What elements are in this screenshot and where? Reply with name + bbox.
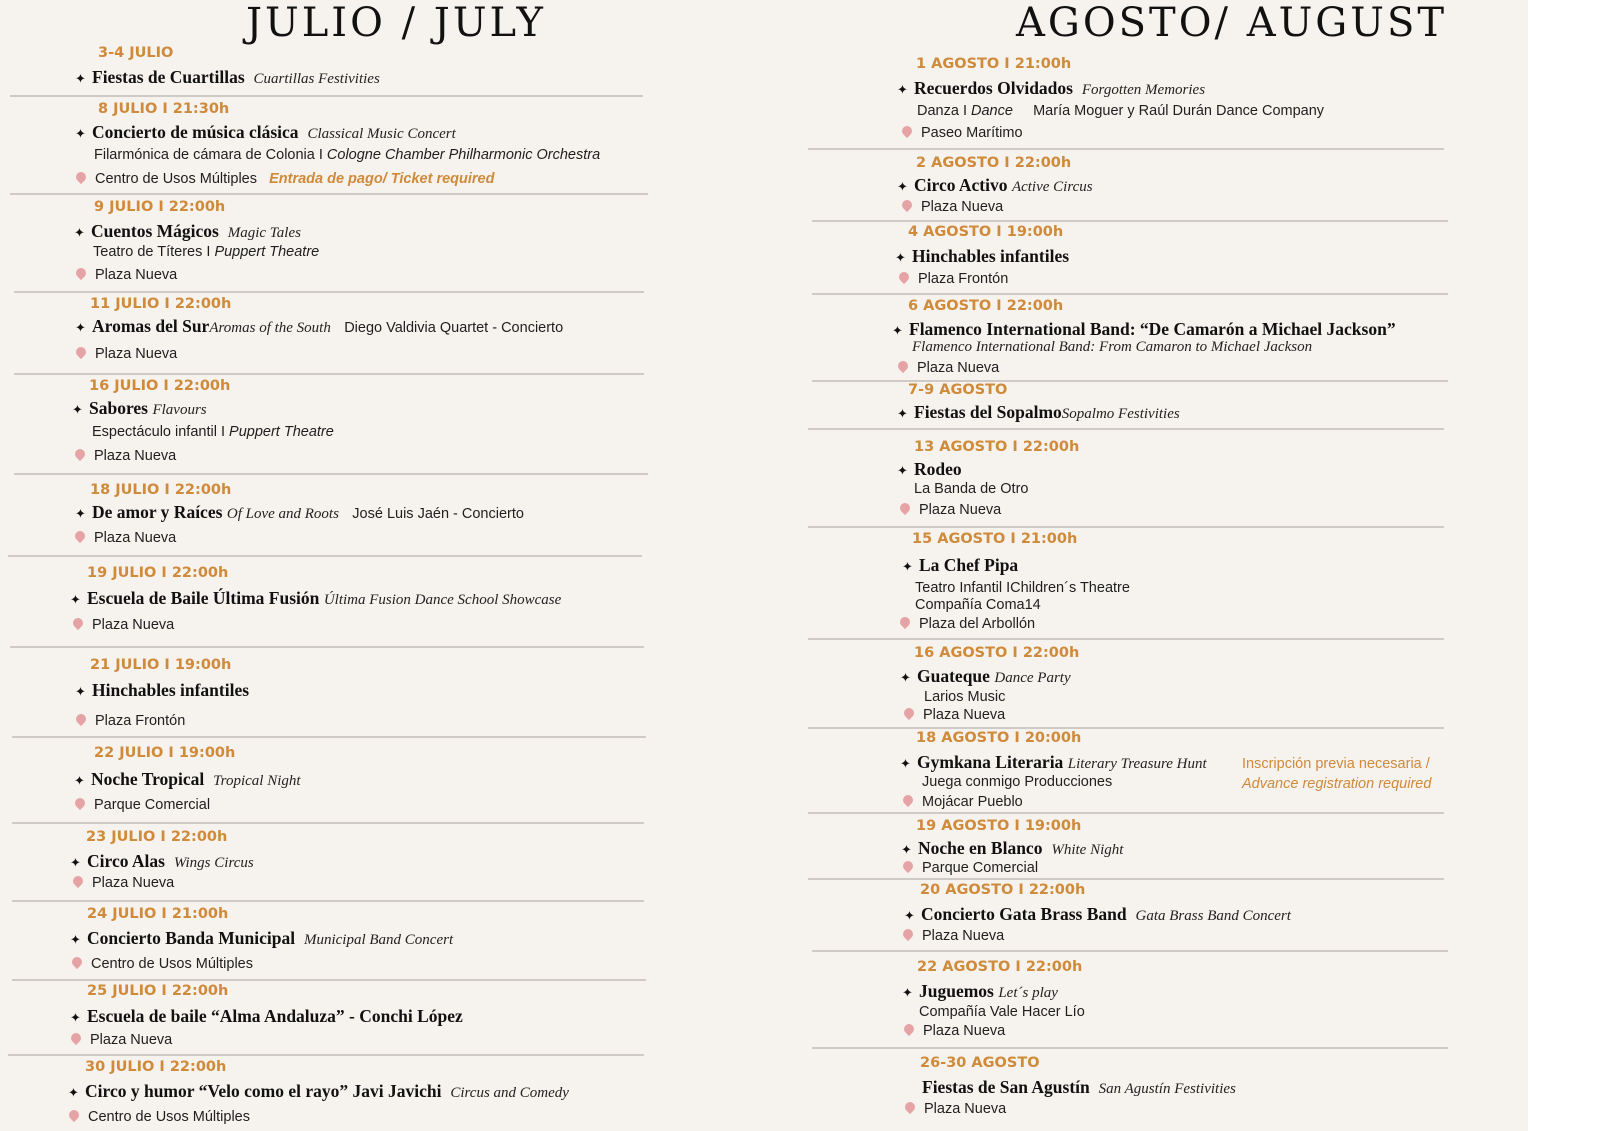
event-place-line xyxy=(899,271,1008,287)
event-date: 11 JULIO I 22:00h xyxy=(90,296,232,312)
event-date: 19 JULIO I 22:00h xyxy=(87,565,229,581)
event-english-title: Sopalmo Festivities xyxy=(1061,406,1180,422)
event-date: 22 AGOSTO I 22:00h xyxy=(917,959,1083,975)
star-icon: ✦ xyxy=(74,225,85,240)
event-title: Noche Tropical xyxy=(91,769,205,789)
event-title: Guateque xyxy=(917,666,990,686)
event-title-line xyxy=(922,1077,1236,1098)
event-place-line xyxy=(898,360,999,376)
divider xyxy=(10,193,648,195)
event-english-title: Aromas of the South xyxy=(209,320,331,336)
event-place-line xyxy=(902,125,1023,141)
event-title: Concierto de música clásica xyxy=(92,122,299,142)
event-title: Hinchables infantiles xyxy=(912,246,1070,266)
star-icon: ✦ xyxy=(902,985,913,1000)
event-place-line xyxy=(905,1101,1006,1117)
divider xyxy=(14,291,644,293)
event-english-title: Let´s play xyxy=(998,985,1058,1001)
star-icon: ✦ xyxy=(897,463,908,478)
event-title-line xyxy=(901,838,1123,859)
event-place-line xyxy=(73,875,174,891)
event-place: Parque Comercial xyxy=(94,797,211,813)
event-title: Aromas del Sur xyxy=(92,316,210,336)
event-place: Plaza Nueva xyxy=(94,530,177,546)
star-icon: ✦ xyxy=(892,323,903,338)
divider xyxy=(12,900,644,902)
event-extra: José Luis Jaén - Concierto xyxy=(352,506,524,522)
star-icon: ✦ xyxy=(70,855,81,870)
event-date: 23 JULIO I 22:00h xyxy=(86,829,228,845)
star-icon: ✦ xyxy=(902,559,913,574)
divider xyxy=(808,812,1444,814)
event-place-line xyxy=(900,502,1001,518)
event-title-line xyxy=(897,175,1093,196)
event-title-line xyxy=(68,1081,569,1102)
registration-note: Inscripción previa necesaria / Advance registration required xyxy=(1242,756,1432,792)
star-icon: ✦ xyxy=(70,1010,81,1025)
event-english-title: Tropical Night xyxy=(213,773,301,789)
event-english-title: Literary Treasure Hunt xyxy=(1067,756,1207,772)
event-place: Plaza Nueva xyxy=(92,875,175,891)
event-title-line xyxy=(70,851,254,872)
event-title: Rodeo xyxy=(914,459,962,479)
event-place-line xyxy=(903,928,1004,944)
event-english-title: San Agustín Festivities xyxy=(1098,1081,1236,1097)
star-icon: ✦ xyxy=(75,71,86,86)
event-place-line xyxy=(900,616,1035,632)
event-place: Paseo Marítimo xyxy=(921,125,1023,141)
event-english-title: Classical Music Concert xyxy=(307,126,456,142)
event-date: 22 JULIO I 19:00h xyxy=(94,745,236,761)
event-date: 19 AGOSTO I 19:00h xyxy=(916,818,1082,834)
divider xyxy=(812,293,1448,295)
event-place: Plaza Nueva xyxy=(921,199,1004,215)
event-english-title: Active Circus xyxy=(1011,179,1093,195)
star-icon: ✦ xyxy=(897,179,908,194)
event-english-title: White Night xyxy=(1051,842,1124,858)
event-title: Circo Alas xyxy=(87,851,165,871)
location-pin-icon xyxy=(74,712,88,726)
event-english-title: Forgotten Memories xyxy=(1081,82,1206,98)
divider xyxy=(12,736,646,738)
event-title: Gymkana Literaria xyxy=(917,752,1064,772)
event-place: Plaza Nueva xyxy=(95,346,178,362)
location-pin-icon xyxy=(74,345,88,359)
event-place: Plaza Nueva xyxy=(924,1101,1007,1117)
star-icon: ✦ xyxy=(895,250,906,265)
location-pin-icon xyxy=(902,1022,916,1036)
location-pin-icon xyxy=(897,270,911,284)
event-place: Plaza Nueva xyxy=(90,1032,173,1048)
event-date: 21 JULIO I 19:00h xyxy=(90,657,232,673)
event-date: 6 AGOSTO I 22:00h xyxy=(908,298,1064,314)
event-title: Recuerdos Olvidados xyxy=(914,78,1073,98)
event-title-line xyxy=(75,316,563,337)
event-title: Fiestas de San Agustín xyxy=(922,1077,1090,1097)
event-title: Hinchables infantiles xyxy=(92,680,250,700)
divider xyxy=(12,822,644,824)
event-title-line xyxy=(74,769,301,790)
event-title-line xyxy=(75,122,456,143)
event-date: 25 JULIO I 22:00h xyxy=(87,983,229,999)
event-detail: Espectáculo infantil I Puppert Theatre xyxy=(92,424,334,440)
event-title-line xyxy=(902,555,1018,576)
divider xyxy=(808,878,1444,880)
event-place: Plaza Frontón xyxy=(918,271,1009,287)
location-pin-icon xyxy=(900,124,914,138)
event-place: Plaza Nueva xyxy=(95,267,178,283)
event-title: Escuela de Baile Última Fusión xyxy=(87,588,320,608)
event-title-line xyxy=(900,752,1207,773)
event-date: 30 JULIO I 22:00h xyxy=(85,1059,227,1075)
divider xyxy=(8,1054,644,1056)
star-icon: ✦ xyxy=(897,406,908,421)
location-pin-icon xyxy=(70,955,84,969)
event-place-line xyxy=(75,448,176,464)
star-icon: ✦ xyxy=(904,908,915,923)
event-english-title: Magic Tales xyxy=(227,225,301,241)
event-title: Sabores xyxy=(89,398,148,418)
star-icon: ✦ xyxy=(901,842,912,857)
event-date: 2 AGOSTO I 22:00h xyxy=(916,155,1072,171)
divider xyxy=(808,526,1444,528)
divider xyxy=(808,638,1444,640)
event-place: Parque Comercial xyxy=(922,860,1039,876)
location-pin-icon xyxy=(69,1031,83,1045)
location-pin-icon xyxy=(901,793,915,807)
event-place: Plaza Nueva xyxy=(923,1023,1006,1039)
event-title: Escuela de baile “Alma Andaluza” - Conchi López xyxy=(87,1006,463,1026)
divider xyxy=(808,148,1444,150)
event-place-line xyxy=(72,956,253,972)
event-date: 1 AGOSTO I 21:00h xyxy=(916,56,1072,72)
event-english-title: Municipal Band Concert xyxy=(303,932,454,948)
event-title-line xyxy=(70,928,453,949)
event-place-line xyxy=(76,346,177,362)
event-title-line xyxy=(904,904,1291,925)
event-place-line xyxy=(71,1032,172,1048)
location-pin-icon xyxy=(896,359,910,373)
location-pin-icon xyxy=(901,927,915,941)
event-detail: Larios Music xyxy=(924,689,1006,705)
event-place-line xyxy=(903,860,1038,876)
event-date: 4 AGOSTO I 19:00h xyxy=(908,224,1064,240)
event-place-line xyxy=(903,794,1023,810)
event-date: 15 AGOSTO I 21:00h xyxy=(912,531,1078,547)
event-english-title: Wings Circus xyxy=(173,855,254,871)
event-place-line xyxy=(69,1109,250,1125)
divider xyxy=(812,220,1448,222)
location-pin-icon xyxy=(900,198,914,212)
event-english-title: Última Fusion Dance School Showcase xyxy=(323,592,562,608)
event-detail: Juega conmigo Producciones xyxy=(922,774,1113,790)
event-place: Plaza Nueva xyxy=(922,928,1005,944)
location-pin-icon xyxy=(73,796,87,810)
divider xyxy=(808,428,1444,430)
event-date: 20 AGOSTO I 22:00h xyxy=(920,882,1086,898)
divider xyxy=(10,646,644,648)
event-date: 18 JULIO I 22:00h xyxy=(90,482,232,498)
star-icon: ✦ xyxy=(75,320,86,335)
location-pin-icon xyxy=(73,529,87,543)
event-title: Fiestas de Cuartillas xyxy=(92,67,245,87)
event-date: 8 JULIO I 21:30h xyxy=(98,101,230,117)
event-title-line xyxy=(75,67,380,88)
event-place-line xyxy=(76,171,494,187)
event-date: 13 AGOSTO I 22:00h xyxy=(914,439,1080,455)
event-place-line xyxy=(76,267,177,283)
star-icon: ✦ xyxy=(70,592,81,607)
divider xyxy=(808,727,1444,729)
event-title-line xyxy=(897,402,1180,423)
event-english-title: Gata Brass Band Concert xyxy=(1135,908,1291,924)
divider xyxy=(14,473,648,475)
ticket-note: Entrada de pago/ Ticket required xyxy=(269,171,495,187)
event-english-title: Flavours xyxy=(152,402,207,418)
location-pin-icon xyxy=(74,266,88,280)
divider xyxy=(8,555,642,557)
divider xyxy=(812,950,1448,952)
july-heading: JULIO / JULY xyxy=(246,0,546,46)
event-date: 7-9 AGOSTO xyxy=(908,382,1008,398)
event-extra: Diego Valdivia Quartet - Concierto xyxy=(344,320,564,336)
event-place: Plaza Nueva xyxy=(94,448,177,464)
event-english-title: Flamenco International Band: From Camaron to Michael Jackson xyxy=(912,339,1313,355)
event-place: Plaza Frontón xyxy=(95,713,186,729)
event-place: Centro de Usos Múltiples xyxy=(95,171,257,187)
event-title: Fiestas del Sopalmo xyxy=(914,402,1062,422)
event-title-line xyxy=(75,680,249,701)
event-title: Juguemos xyxy=(919,981,994,1001)
event-title-line xyxy=(75,502,524,523)
event-title: La Chef Pipa xyxy=(919,555,1019,575)
star-icon: ✦ xyxy=(70,932,81,947)
location-pin-icon xyxy=(74,170,88,184)
event-date: 16 JULIO I 22:00h xyxy=(89,378,231,394)
event-place: Centro de Usos Múltiples xyxy=(91,956,253,972)
star-icon: ✦ xyxy=(74,773,85,788)
divider xyxy=(14,373,644,375)
location-pin-icon xyxy=(71,874,85,888)
event-place: Plaza Nueva xyxy=(92,617,175,633)
event-title-line xyxy=(74,221,301,242)
location-pin-icon xyxy=(903,1100,917,1114)
event-place-line xyxy=(902,199,1003,215)
event-date: 26-30 AGOSTO xyxy=(920,1055,1040,1071)
event-place-line xyxy=(76,713,185,729)
event-title: De amor y Raíces xyxy=(92,502,223,522)
event-english-title: Cuartillas Festivities xyxy=(253,71,380,87)
event-english-title: Of Love and Roots xyxy=(226,506,339,522)
event-title: Circo y humor “Velo como el rayo” Javi Javichi xyxy=(85,1081,442,1101)
event-title-line xyxy=(897,78,1205,99)
event-title-line xyxy=(895,246,1069,267)
event-detail: Compañía Vale Hacer Lío xyxy=(919,1004,1085,1020)
event-detail: Teatro de Títeres I Puppert Theatre xyxy=(93,244,320,260)
star-icon: ✦ xyxy=(75,506,86,521)
event-detail: Danza I Dance María Moguer y Raúl Durán Dance Company xyxy=(917,103,1325,119)
event-detail: Filarmónica de cámara de Colonia I Cologne Chamber Philharmonic Orchestra xyxy=(94,147,601,163)
event-title-line xyxy=(900,666,1071,687)
location-pin-icon xyxy=(71,616,85,630)
divider xyxy=(812,1047,1448,1049)
star-icon: ✦ xyxy=(900,670,911,685)
event-title: Concierto Banda Municipal xyxy=(87,928,296,948)
event-date: 16 AGOSTO I 22:00h xyxy=(914,645,1080,661)
location-pin-icon xyxy=(898,501,912,515)
divider xyxy=(10,95,643,97)
location-pin-icon xyxy=(898,615,912,629)
event-place: Plaza Nueva xyxy=(919,502,1002,518)
star-icon: ✦ xyxy=(75,126,86,141)
event-date: 24 JULIO I 21:00h xyxy=(87,906,229,922)
event-place-line xyxy=(73,617,174,633)
event-detail: Teatro Infantil IChildren´s Theatre xyxy=(915,580,1130,596)
location-pin-icon xyxy=(73,447,87,461)
location-pin-icon xyxy=(901,859,915,873)
event-title: Circo Activo xyxy=(914,175,1008,195)
star-icon: ✦ xyxy=(75,684,86,699)
star-icon: ✦ xyxy=(68,1085,79,1100)
event-title-line xyxy=(72,398,207,419)
event-title-line xyxy=(897,459,962,480)
event-place: Plaza del Arbollón xyxy=(919,616,1036,632)
event-title-line xyxy=(70,588,561,609)
location-pin-icon xyxy=(67,1108,81,1122)
event-place: Mojácar Pueblo xyxy=(922,794,1023,810)
event-place-line xyxy=(75,530,176,546)
star-icon: ✦ xyxy=(900,756,911,771)
event-title: Flamenco International Band: “De Camarón a Michael Jackson” xyxy=(909,319,1396,339)
event-place: Centro de Usos Múltiples xyxy=(88,1109,250,1125)
star-icon: ✦ xyxy=(72,402,83,417)
event-place-line xyxy=(75,797,210,813)
event-title: Cuentos Mágicos xyxy=(91,221,219,241)
star-icon: ✦ xyxy=(897,82,908,97)
august-heading: AGOSTO/ AUGUST xyxy=(1016,0,1448,46)
event-title: Noche en Blanco xyxy=(918,838,1043,858)
event-date: 9 JULIO I 22:00h xyxy=(94,199,226,215)
event-english-title: Dance Party xyxy=(994,670,1071,686)
event-place-line xyxy=(904,1023,1005,1039)
event-detail: Compañía Coma14 xyxy=(915,597,1041,613)
event-date: 18 AGOSTO I 20:00h xyxy=(916,730,1082,746)
event-place: Plaza Nueva xyxy=(923,707,1006,723)
event-english-title: Circus and Comedy xyxy=(450,1085,569,1101)
location-pin-icon xyxy=(902,706,916,720)
event-place: Plaza Nueva xyxy=(917,360,1000,376)
event-title-line xyxy=(70,1006,463,1027)
event-title-line xyxy=(902,981,1058,1002)
event-place-line xyxy=(904,707,1005,723)
divider xyxy=(12,979,646,981)
event-date: 3-4 JULIO xyxy=(98,45,174,61)
event-title: Concierto Gata Brass Band xyxy=(921,904,1127,924)
event-title-line xyxy=(892,319,1396,340)
event-detail: La Banda de Otro xyxy=(914,481,1029,497)
